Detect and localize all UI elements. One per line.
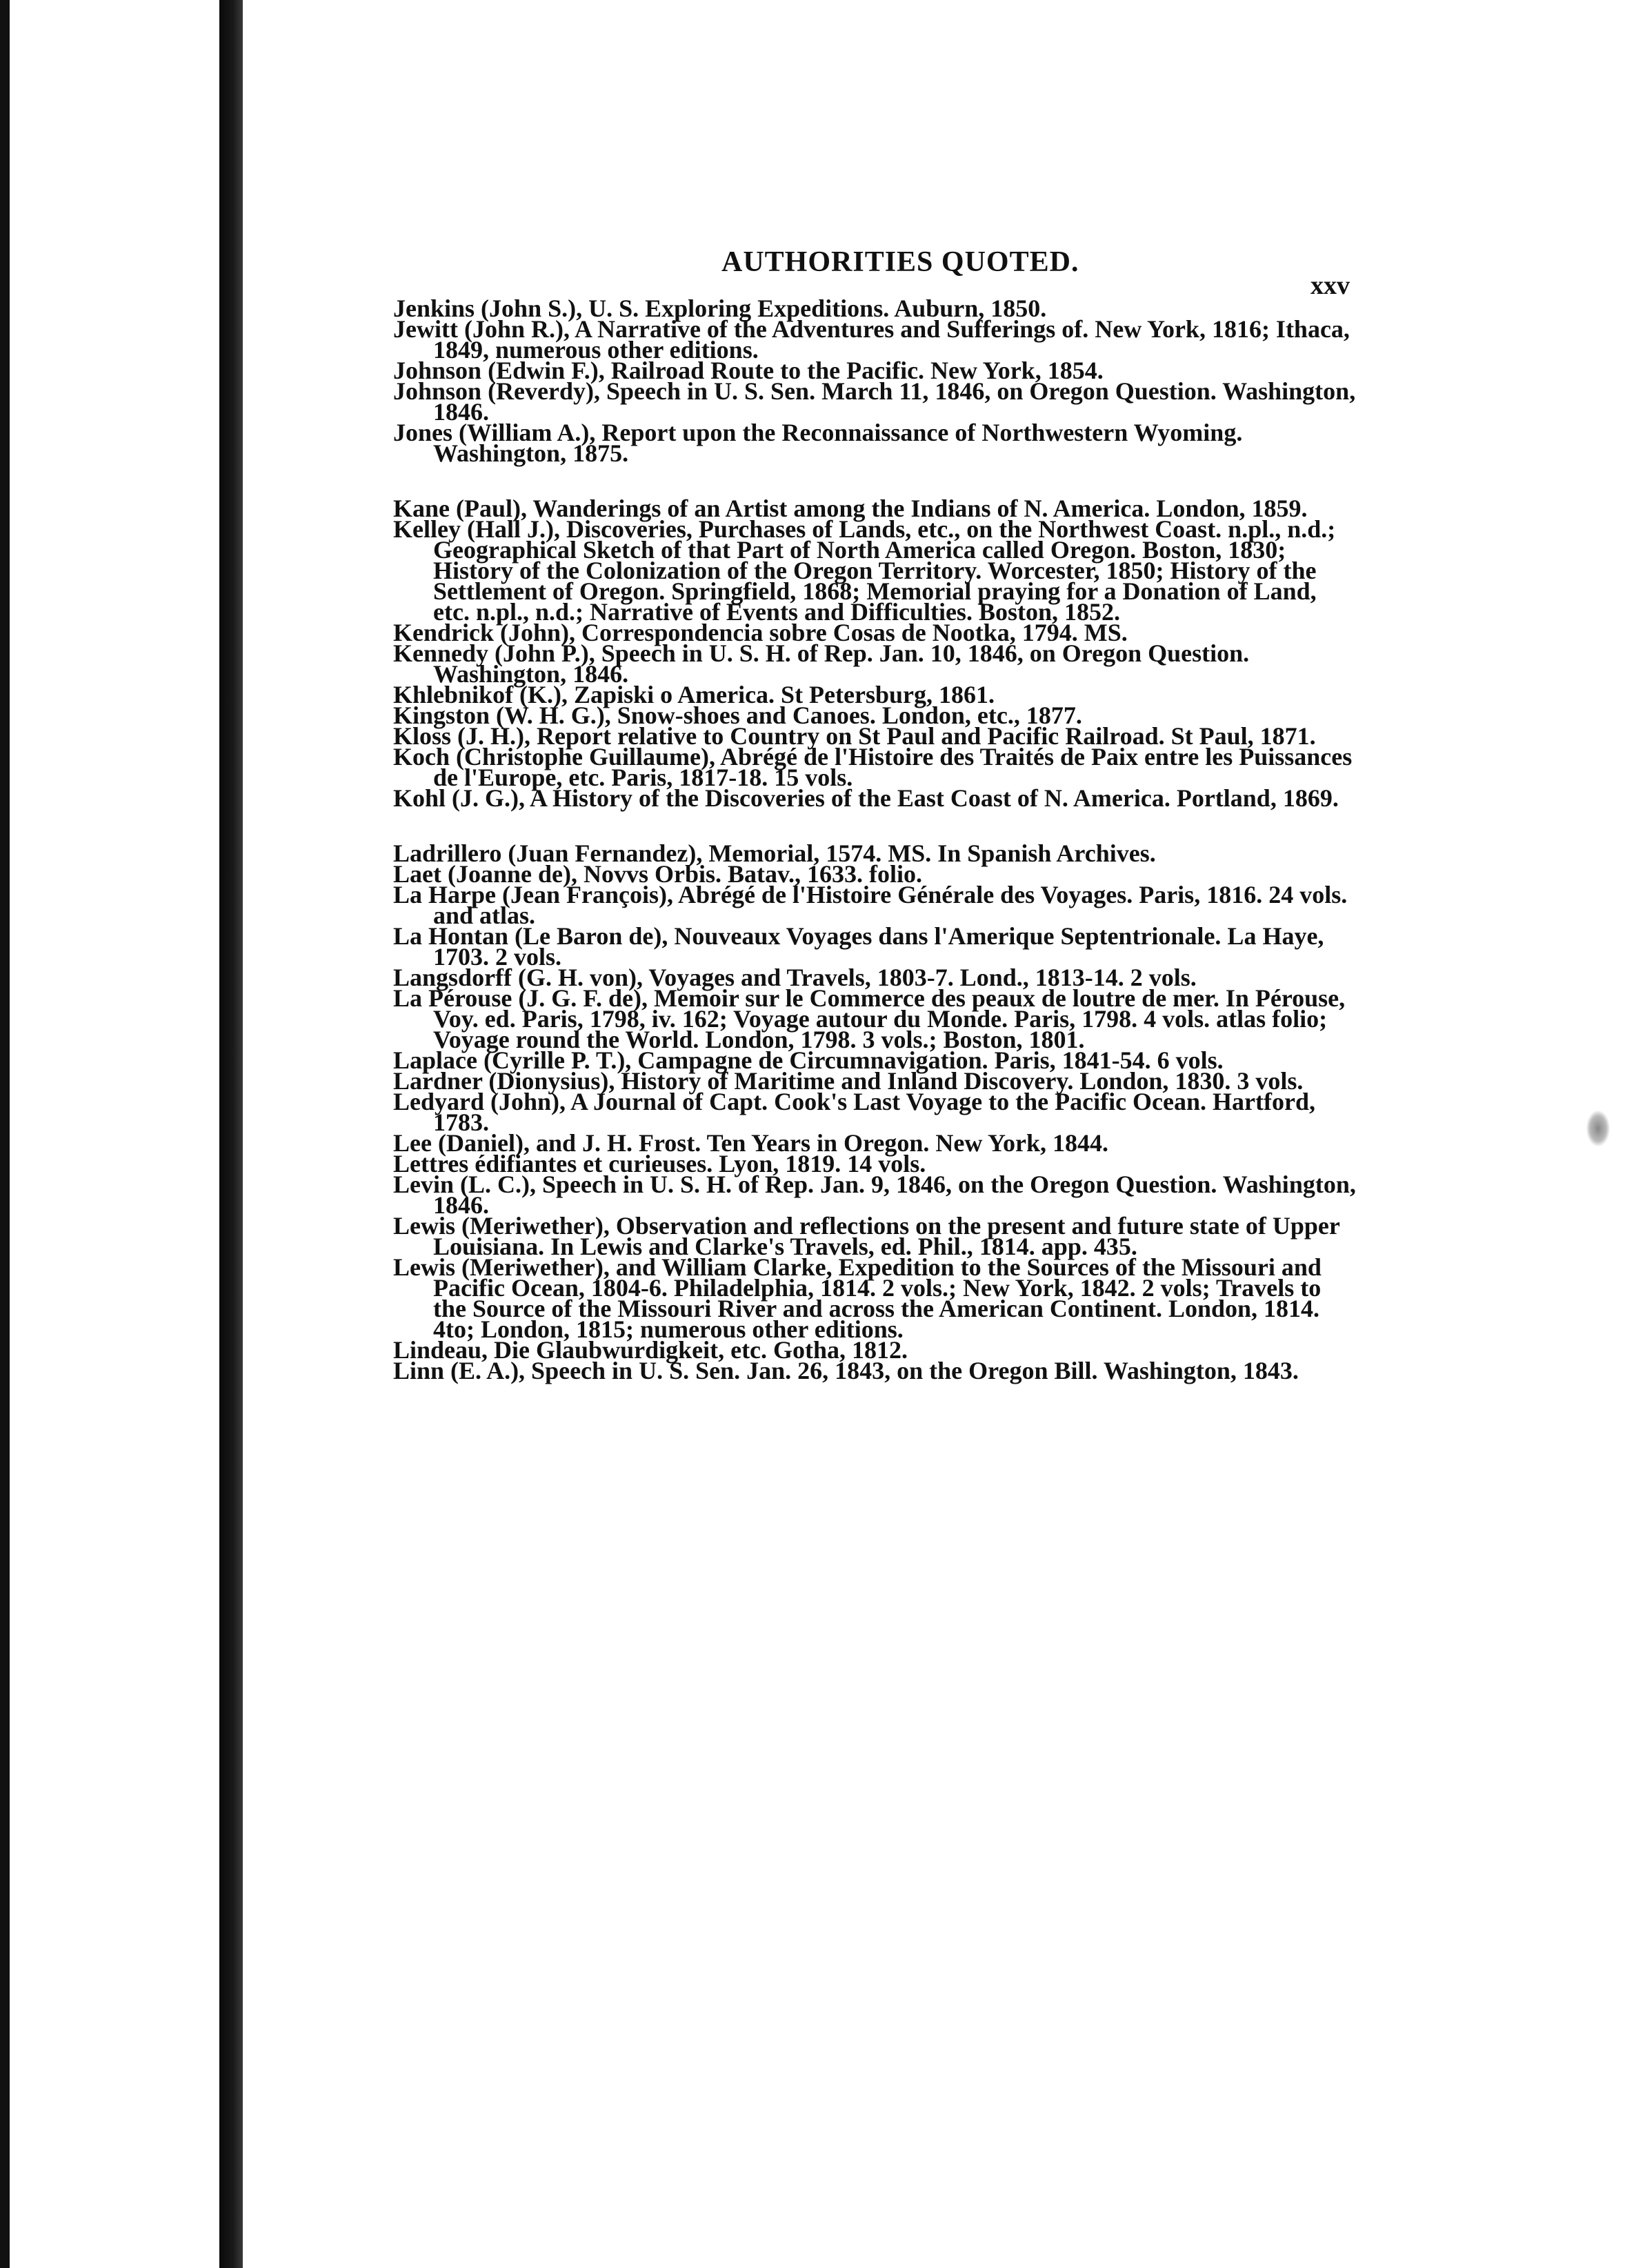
bibliography-entry: Lewis (Meriwether), and William Clarke, Expedition to the Sources of the Missouri and Pacific Ocean, 1804-6. Philadelphia, 1814. 2 vols.; New York, 1842. 2 vols; Travels to the Source of the Missouri River and across the American Continent. London, 1814. 4to; London, 1815; numerous other editions. (393, 1253, 1322, 1343)
bibliography-entry: Lindeau, Die Glaubwurdigkeit, etc. Gotha, 1812. (393, 1336, 908, 1364)
bibliography-entry: Johnson (Edwin F.), Railroad Route to the Pacific. New York, 1854. (393, 357, 1104, 384)
bibliography-entry: Lewis (Meriwether), Observation and reflections on the present and future state of Upper Louisiana. In Lewis and Clarke's Travels, ed. Phil., 1814. app. 435. (393, 1212, 1340, 1260)
bibliography-entry: Lardner (Dionysius), History of Maritime and Inland Discovery. London, 1830. 3 vols. (393, 1067, 1304, 1095)
book-gutter (219, 0, 243, 2268)
bibliography-list (393, 295, 1359, 1384)
bibliography-entry: Lettres édifiantes et curieuses. Lyon, 1819. 14 vols. (393, 1150, 926, 1177)
bibliography-entry: Jones (William A.), Report upon the Reconnaissance of Northwestern Wyoming. Washington, 1875. (393, 419, 1243, 467)
bibliography-entry: Ladrillero (Juan Fernandez), Memorial, 1574. MS. In Spanish Archives. (393, 839, 1156, 867)
bibliography-entry: La Hontan (Le Baron de), Nouveaux Voyages dans l'Amerique Septentrionale. La Haye, 1703. 2 vols. (393, 922, 1324, 971)
bibliography-entry: Lee (Daniel), and J. H. Frost. Ten Years in Oregon. New York, 1844. (393, 1129, 1109, 1157)
bibliography-entry: Langsdorff (G. H. von), Voyages and Travels, 1803-7. Lond., 1813-14. 2 vols. (393, 964, 1197, 991)
bibliography-entry: Laet (Joanne de), Novvs Orbis. Batav., 1633. folio. (393, 860, 923, 888)
paper-stain (1586, 1111, 1610, 1146)
bibliography-entry: Kelley (Hall J.), Discoveries, Purchases of Lands, etc., on the Northwest Coast. n.pl., n.d.; Geographical Sketch of that Part of North America called Oregon. Boston, 1830; History of the Colonization of the Oregon Territory. Worcester, 1850; History of the Settlement of Oregon. Springfield, 1868; Memorial praying for a Donation of Land, etc. n.pl., n.d.; Narrative of Events and Difficulties. Boston, 1852. (393, 515, 1336, 626)
bibliography-entry: Koch (Christophe Guillaume), Abrégé de l'Histoire des Traités de Paix entre les Puissances de l'Europe, etc. Paris, 1817-18. 15 vols. (393, 743, 1353, 791)
left-page-fragment (0, 0, 219, 2268)
page-edge (0, 0, 10, 2268)
bibliography-entry: Khlebnikof (K.), Zapiski o America. St Petersburg, 1861. (393, 681, 995, 708)
bibliography-entry: Kingston (W. H. G.), Snow-shoes and Canoes. London, etc., 1877. (393, 702, 1082, 729)
bibliography-entry: Jewitt (John R.), A Narrative of the Adventures and Sufferings of. New York, 1816; Ithaca, 1849, numerous other editions. (393, 315, 1350, 364)
bibliography-entry: Kane (Paul), Wanderings of an Artist among the Indians of N. America. London, 1859. (393, 495, 1308, 522)
bibliography-entry: Kennedy (John P.), Speech in U. S. H. of Rep. Jan. 10, 1846, on Oregon Question. Washington, 1846. (393, 639, 1250, 688)
bibliography-entry: Kendrick (John), Correspondencia sobre Cosas de Nootka, 1794. MS. (393, 619, 1128, 646)
bibliography-entry: La Pérouse (J. G. F. de), Memoir sur le Commerce des peaux de loutre de mer. In Pérouse, Voy. ed. Paris, 1798, iv. 162; Voyage autour du Monde. Paris, 1798. 4 vols. atlas folio; Voyage round the World. London, 1798. 3 vols.; Boston, 1801. (393, 984, 1346, 1053)
bibliography-entry: La Harpe (Jean François), Abrégé de l'Histoire Générale des Voyages. Paris, 1816. 24 vols. and atlas. (393, 881, 1348, 929)
bibliography-entry: Johnson (Reverdy), Speech in U. S. Sen. March 11, 1846, on Oregon Question. Washington, 1846. (393, 377, 1356, 426)
bibliography-entry: Linn (E. A.), Speech in U. S. Sen. Jan. 26, 1843, on the Oregon Bill. Washington, 1843. (393, 1357, 1299, 1384)
bibliography-entry: Jenkins (John S.), U. S. Exploring Expeditions. Auburn, 1850. (393, 295, 1047, 322)
running-header: AUTHORITIES QUOTED. (721, 246, 1079, 278)
page-number: xxv (1310, 271, 1350, 300)
bibliography-entry: Laplace (Cyrille P. T.), Campagne de Circumnavigation. Paris, 1841-54. 6 vols. (393, 1046, 1224, 1074)
bibliography-entry: Kohl (J. G.), A History of the Discoveries of the East Coast of N. America. Portland, 1869. (393, 784, 1339, 812)
bibliography-entry: Ledyard (John), A Journal of Capt. Cook's Last Voyage to the Pacific Ocean. Hartford, 1783. (393, 1088, 1315, 1136)
bibliography-entry: Levin (L. C.), Speech in U. S. H. of Rep. Jan. 9, 1846, on the Oregon Question. Washington, 1846. (393, 1171, 1356, 1219)
bibliography-entry: Kloss (J. H.), Report relative to Country on St Paul and Pacific Railroad. St Paul, 1871. (393, 722, 1316, 750)
